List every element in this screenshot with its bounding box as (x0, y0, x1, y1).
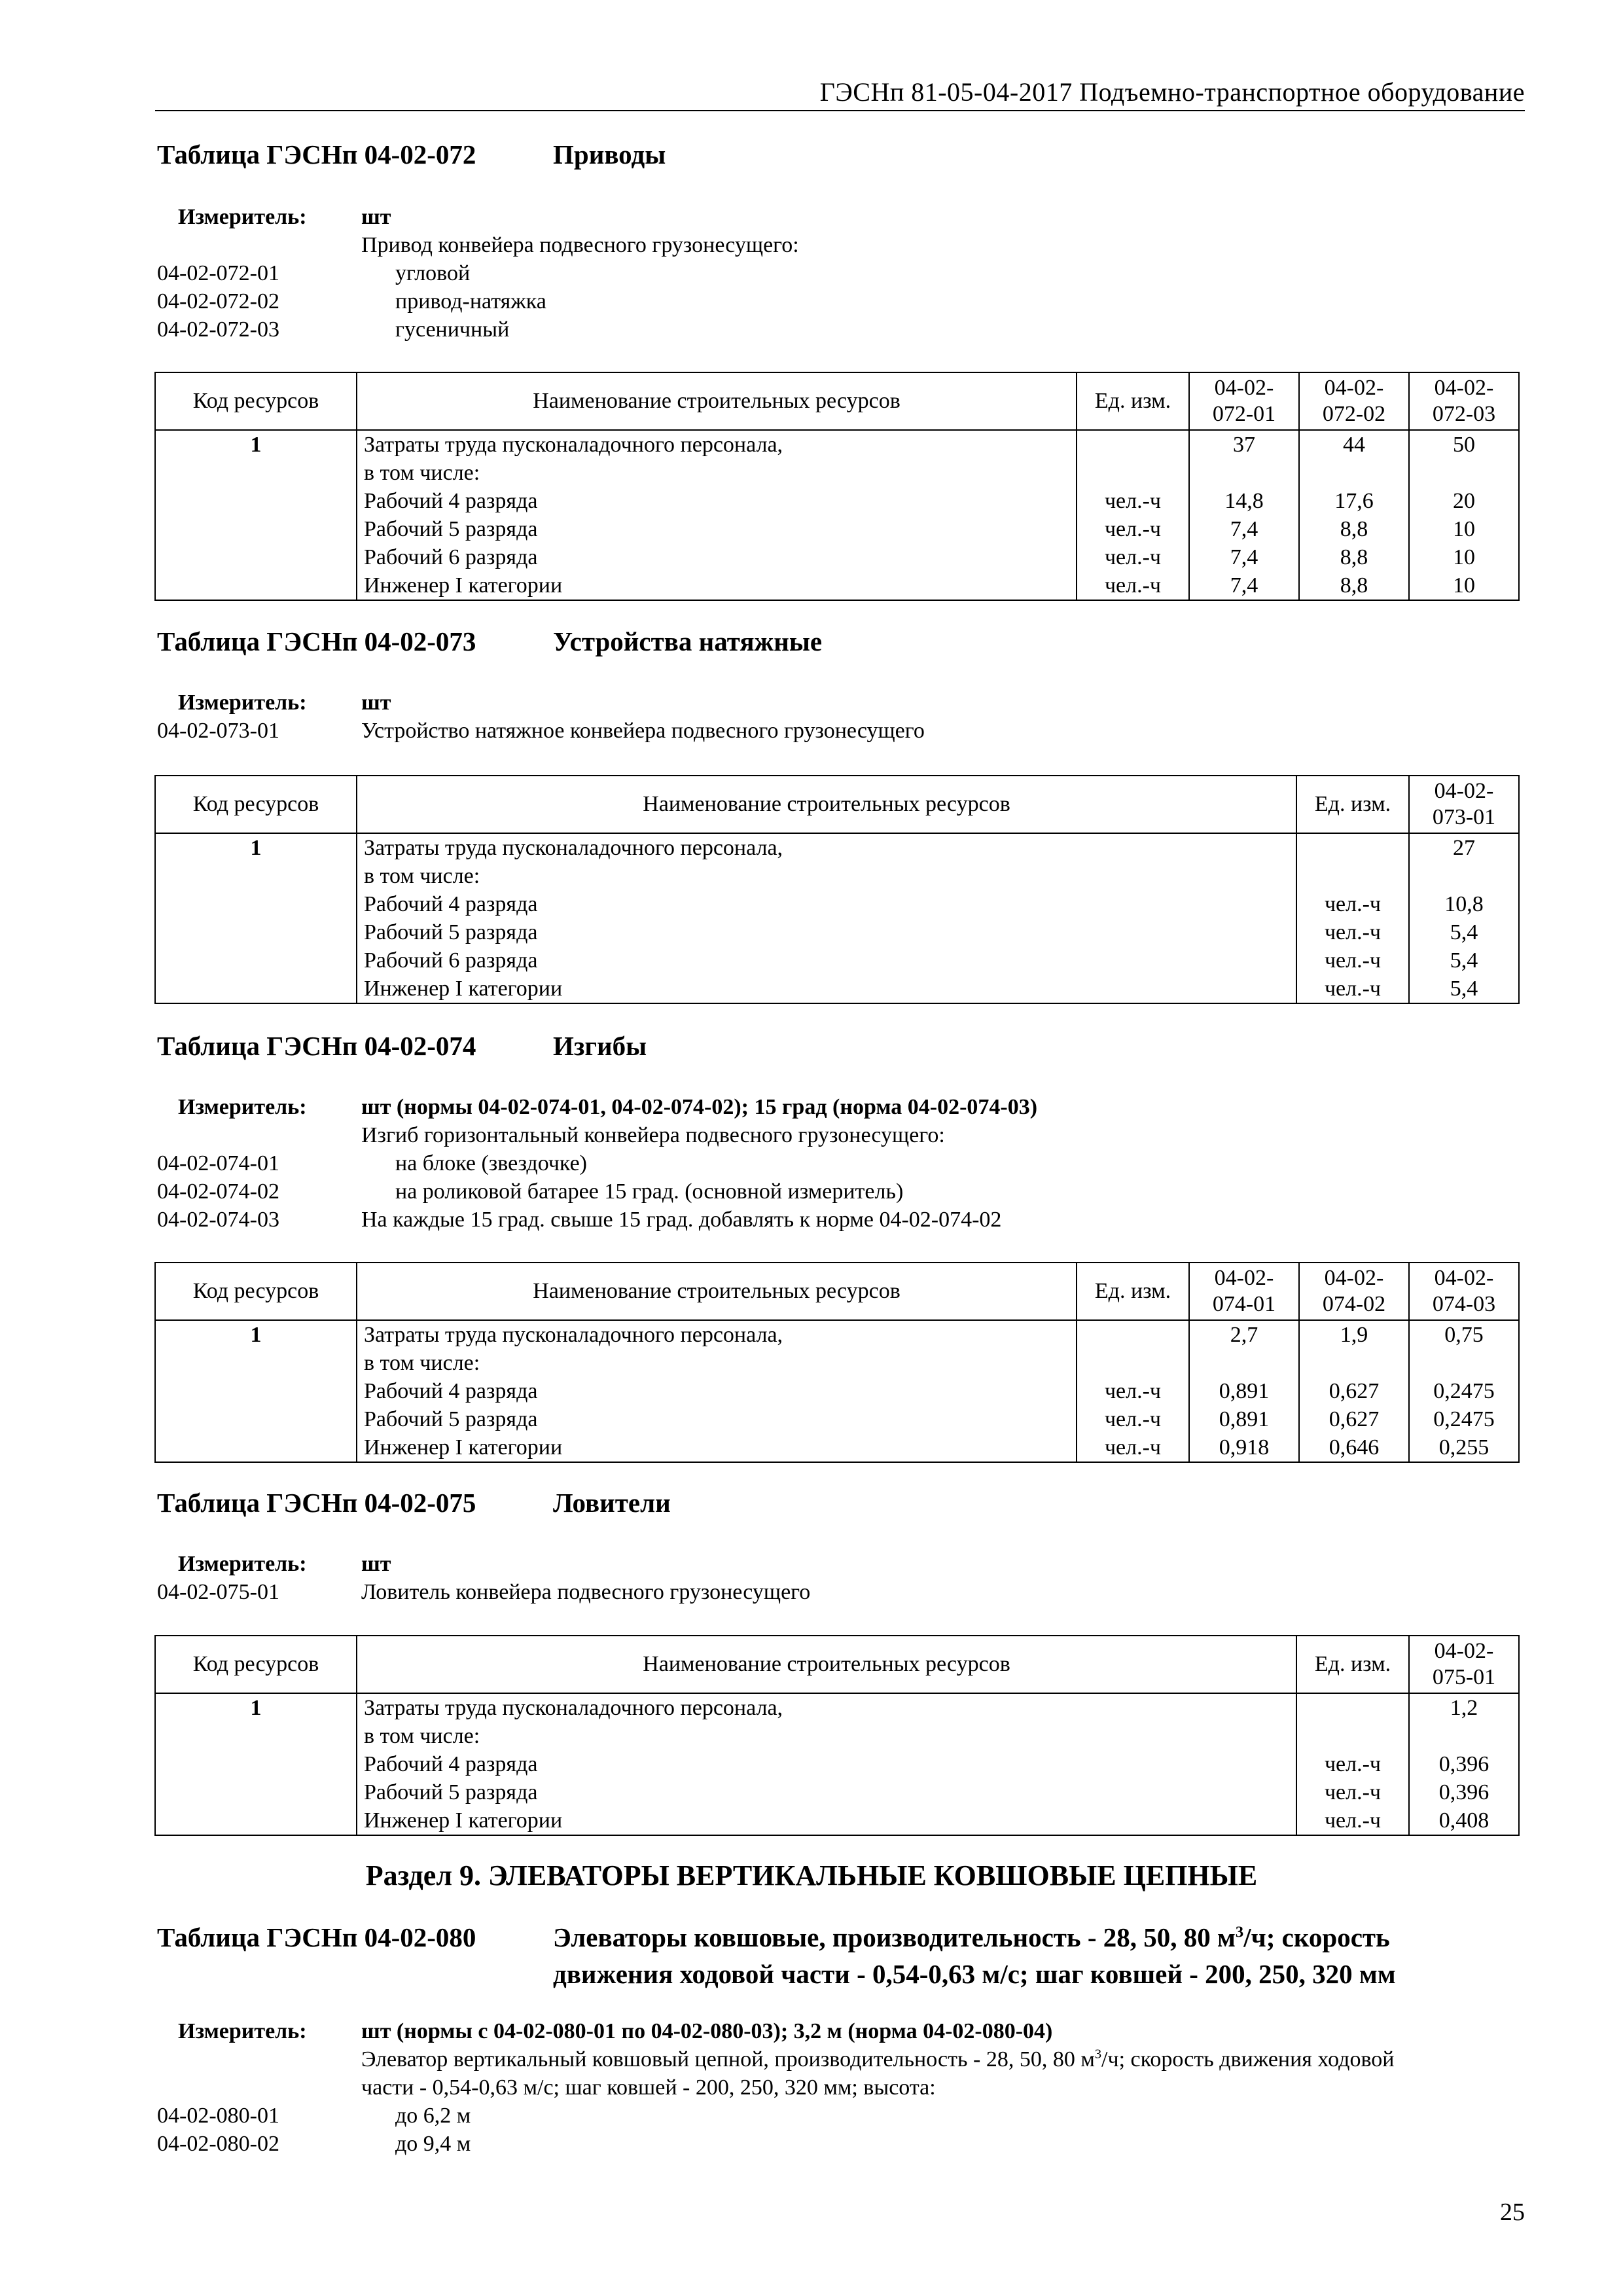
table-header-row (155, 372, 1519, 430)
col-norm-header: 04-02- 072-01 (1189, 372, 1299, 430)
table-075-title (157, 1487, 671, 1518)
norm-code: 04-02-074-01 (157, 1151, 279, 1175)
table-row: Рабочий 4 разряда чел.-ч 0,891 0,627 0,2475 (155, 1377, 1519, 1405)
table-row: Рабочий 4 разряда чел.-ч 14,8 17,6 20 (155, 487, 1519, 515)
meter-label: Измеритель: (178, 205, 307, 229)
table-row: 1 Затраты труда пусконаладочного персонала, 2,7 1,9 0,75 (155, 1320, 1519, 1349)
norm-code: 04-02-072-02 (157, 289, 279, 314)
table-row: Рабочий 5 разряда чел.-ч 0,891 0,627 0,2475 (155, 1405, 1519, 1433)
col-code-header: Код ресурсов (155, 1636, 357, 1693)
meter-description-cont: части - 0,54-0,63 м/с; шаг ковшей - 200, 250, 320 мм; высота: (361, 2075, 936, 2100)
norm-code: 04-02-074-03 (157, 1208, 279, 1232)
table-074-meter-block (157, 1093, 1037, 1234)
col-code-header: Код ресурсов (155, 372, 357, 430)
table-074-code: Таблица ГЭСНп 04-02-074 (157, 1031, 476, 1061)
table-073-title (157, 626, 822, 657)
norm-text: привод-натяжка (395, 289, 546, 314)
table-row: 1 Затраты труда пусконаладочного персонала, 37 44 50 (155, 430, 1519, 459)
col-norm-header: 04-02- 073-01 (1409, 776, 1519, 833)
norm-code: 04-02-072-03 (157, 317, 279, 342)
table-row: 1 Затраты труда пусконаладочного персонала, 27 (155, 833, 1519, 862)
table-row: Рабочий 4 разряда чел.-ч 10,8 (155, 890, 1519, 918)
col-name-header: Наименование строительных ресурсов (357, 1636, 1296, 1693)
table-080-code: Таблица ГЭСНп 04-02-080 (157, 1922, 476, 1952)
table-075-resources (154, 1635, 1520, 1836)
table-074-title (157, 1030, 647, 1062)
table-074-name: Изгибы (553, 1031, 647, 1061)
col-norm-header: 04-02- 072-03 (1409, 372, 1519, 430)
table-row: Инженер I категории чел.-ч 0,918 0,646 0,255 (155, 1433, 1519, 1462)
table-075-code: Таблица ГЭСНп 04-02-075 (157, 1488, 476, 1518)
col-name-header: Наименование строительных ресурсов (357, 372, 1077, 430)
table-073-name: Устройства натяжные (553, 626, 823, 656)
table-073-code: Таблица ГЭСНп 04-02-073 (157, 626, 476, 656)
meter-value: шт (нормы 04-02-074-01, 04-02-074-02); 15 град (норма 04-02-074-03) (361, 1095, 1038, 1119)
table-075-meter-block (157, 1550, 810, 1606)
table-header-row (155, 1263, 1519, 1320)
header-title: ГЭСНп 81-05-04-2017 Подъемно-транспортное оборудование (819, 77, 1525, 107)
table-row: Рабочий 6 разряда чел.-ч 7,4 8,8 10 (155, 543, 1519, 571)
col-unit-header: Ед. изм. (1296, 1636, 1409, 1693)
col-code-header: Код ресурсов (155, 1263, 357, 1320)
norm-text: до 9,4 м (395, 2132, 471, 2156)
norm-text: Ловитель конвейера подвесного грузонесущего (361, 1580, 811, 1604)
table-080-title (157, 1919, 1396, 1992)
table-074-resources (154, 1262, 1520, 1463)
table-row: Рабочий 5 разряда чел.-ч 7,4 8,8 10 (155, 515, 1519, 543)
col-name-header: Наименование строительных ресурсов (357, 1263, 1077, 1320)
section-9-heading: Раздел 9. ЭЛЕВАТОРЫ ВЕРТИКАЛЬНЫЕ КОВШОВЫЕ ЦЕПНЫЕ (365, 1859, 1258, 1892)
table-072-name: Приводы (553, 139, 666, 170)
col-name-header: Наименование строительных ресурсов (357, 776, 1296, 833)
meter-label: Измеритель: (178, 691, 307, 715)
meter-value: шт (нормы с 04-02-080-01 по 04-02-080-03); 3,2 м (норма 04-02-080-04) (361, 2019, 1053, 2043)
col-code-header: Код ресурсов (155, 776, 357, 833)
meter-value: шт (361, 1552, 391, 1576)
table-row: Рабочий 4 разряда чел.-ч 0,396 (155, 1750, 1519, 1778)
table-072-meter-block (157, 203, 799, 344)
table-row: Рабочий 6 разряда чел.-ч 5,4 (155, 946, 1519, 975)
col-norm-header: 04-02- 074-01 (1189, 1263, 1299, 1320)
page-number: 25 (1500, 2198, 1525, 2226)
norm-code: 04-02-072-01 (157, 261, 279, 285)
table-row: Рабочий 5 разряда чел.-ч 0,396 (155, 1778, 1519, 1806)
meter-description: Элеватор вертикальный ковшовый цепной, производительность - 28, 50, 80 $м^3/ч$; скорость движения ходовой (361, 2047, 1395, 2072)
table-075-name: Ловители (553, 1488, 671, 1518)
table-072-code: Таблица ГЭСНп 04-02-072 (157, 139, 476, 170)
norm-text: угловой (395, 261, 471, 285)
table-080-name: Элеваторы ковшовые, производительность - 28, 50, 80 $м^3/ч$; скорость движения ходовой части - 0,54-0,63 м/с; шаг ковшей - 200, 250, 320 мм (553, 1922, 1396, 1989)
norm-text: до 6,2 м (395, 2104, 471, 2128)
norm-text: На каждые 15 град. свыше 15 град. добавлять к норме 04-02-074-02 (361, 1208, 1002, 1232)
meter-label: Измеритель: (178, 2019, 307, 2043)
table-080-meter-block (157, 2017, 1394, 2158)
table-row: в том числе: (155, 1349, 1519, 1377)
table-row: в том числе: (155, 862, 1519, 890)
table-row: Инженер I категории чел.-ч 7,4 8,8 10 (155, 571, 1519, 600)
running-header (155, 77, 1525, 111)
col-norm-header: 04-02- 074-03 (1409, 1263, 1519, 1320)
norm-text: Устройство натяжное конвейера подвесного грузонесущего (361, 719, 925, 743)
table-073-meter-block (157, 689, 925, 745)
norm-code: 04-02-073-01 (157, 719, 279, 743)
meter-description: Привод конвейера подвесного грузонесущего: (361, 233, 799, 257)
norm-code: 04-02-074-02 (157, 1179, 279, 1204)
col-unit-header: Ед. изм. (1077, 1263, 1189, 1320)
col-norm-header: 04-02- 072-02 (1299, 372, 1409, 430)
table-row: Инженер I категории чел.-ч 5,4 (155, 975, 1519, 1003)
meter-label: Измеритель: (178, 1095, 307, 1119)
table-row: в том числе: (155, 459, 1519, 487)
table-row: 1 Затраты труда пусконаладочного персонала, 1,2 (155, 1693, 1519, 1722)
col-unit-header: Ед. изм. (1296, 776, 1409, 833)
table-header-row (155, 1636, 1519, 1693)
col-unit-header: Ед. изм. (1077, 372, 1189, 430)
table-072-title (157, 139, 666, 170)
col-norm-header: 04-02- 075-01 (1409, 1636, 1519, 1693)
norm-text: на роликовой батарее 15 град. (основной измеритель) (395, 1179, 904, 1204)
table-row: Рабочий 5 разряда чел.-ч 5,4 (155, 918, 1519, 946)
meter-description: Изгиб горизонтальный конвейера подвесного грузонесущего: (361, 1123, 945, 1147)
table-073-resources (154, 775, 1520, 1004)
table-row: в том числе: (155, 1722, 1519, 1750)
table-row: Инженер I категории чел.-ч 0,408 (155, 1806, 1519, 1835)
norm-text: на блоке (звездочке) (395, 1151, 588, 1175)
table-header-row (155, 776, 1519, 833)
table-072-resources (154, 372, 1520, 601)
meter-value: шт (361, 205, 391, 229)
col-norm-header: 04-02- 074-02 (1299, 1263, 1409, 1320)
norm-code: 04-02-080-01 (157, 2104, 279, 2128)
norm-code: 04-02-080-02 (157, 2132, 279, 2156)
norm-code: 04-02-075-01 (157, 1580, 279, 1604)
norm-text: гусеничный (395, 317, 510, 342)
meter-value: шт (361, 691, 391, 715)
meter-label: Измеритель: (178, 1552, 307, 1576)
